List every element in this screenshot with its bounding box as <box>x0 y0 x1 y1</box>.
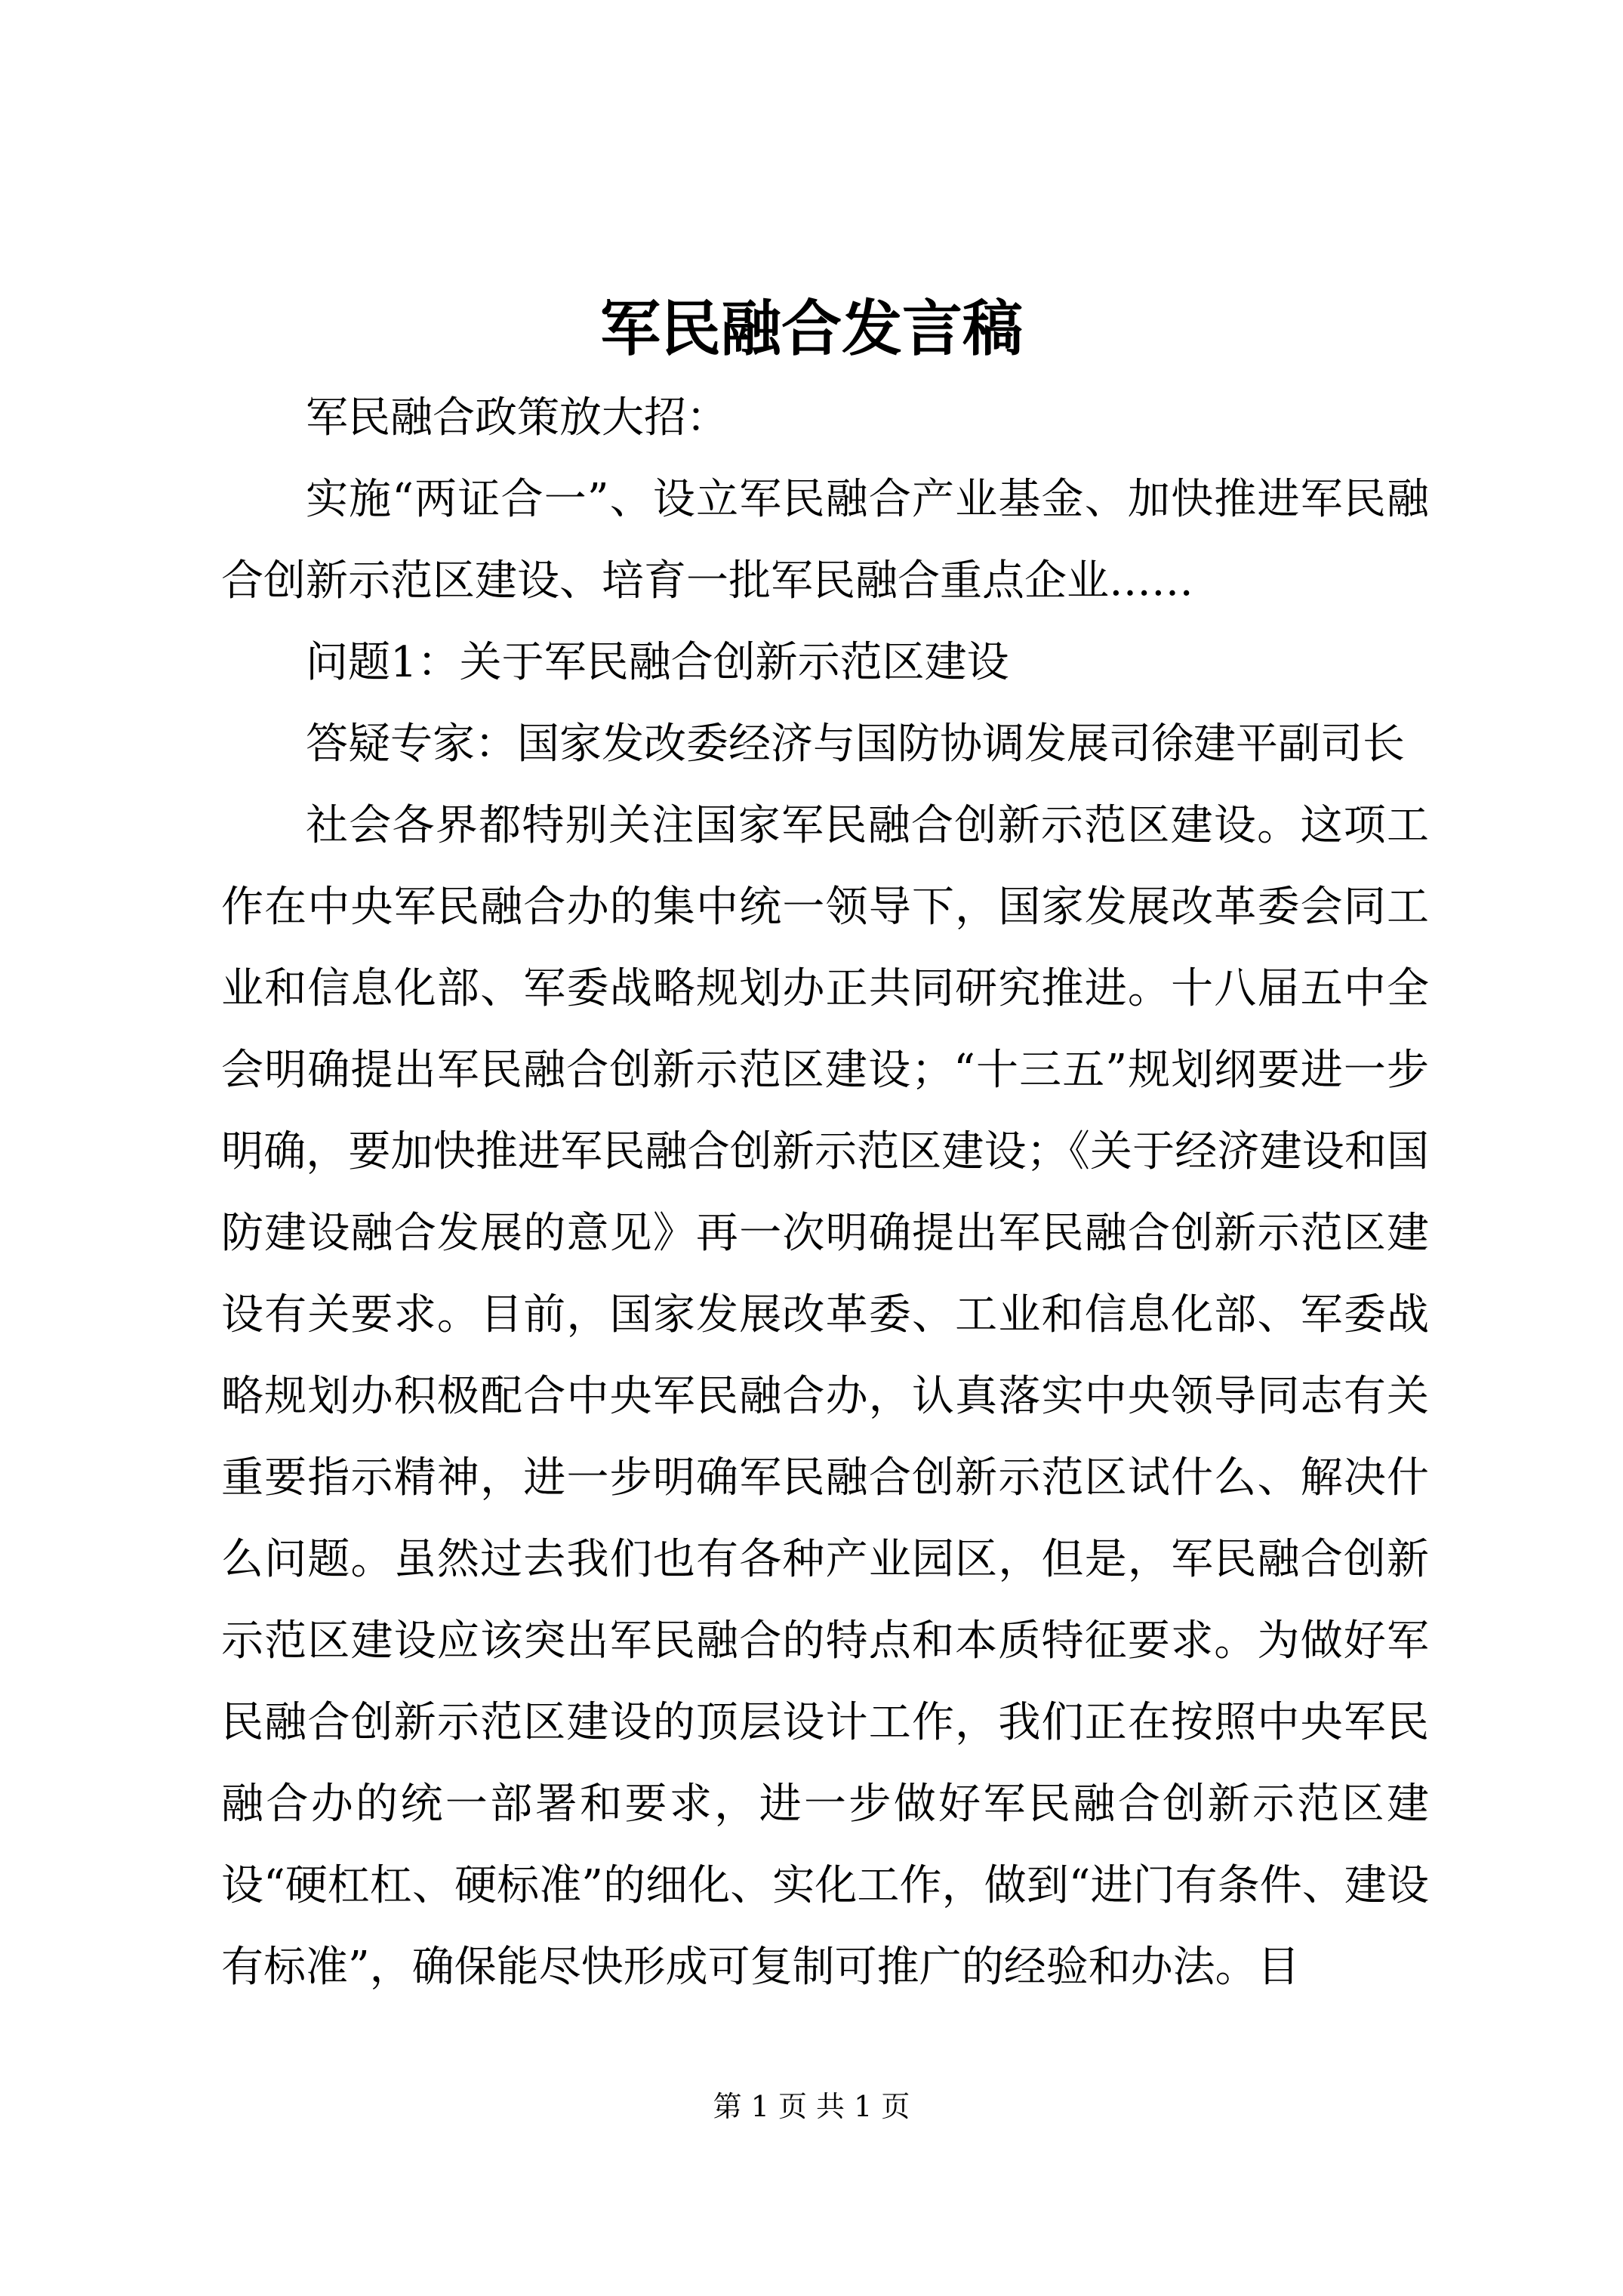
document-title: 军民融合发言稿 <box>600 293 1023 364</box>
page-footer: 第 1 页 共 1 页 <box>713 2090 910 2123</box>
paragraph-policy-intro: 军民融合政策放大招： <box>306 393 728 442</box>
paragraph-policy-list: 实施“两证合一”、设立军民融合产业基金、加快推进军民融合创新示范区建设、培育一批军民融合重点企业…… <box>221 475 1429 606</box>
paragraph-answer: 社会各界都特别关注国家军民融合创新示范区建设。这项工作在中央军民融合办的集中统一领导下，国家发展改革委会同工业和信息化部、军委战略规划办正共同研究推进。十八届五中全会明确提出军民融合创新示范区建设；“十三五”规划纲要进一步明确，要加快推进军民融合创新示范区建设；《关于经济建设和国防建设融合发展的意见》再一次明确提出军民融合创新示范区建设有关要求。目前，国家发展改革委、工业和信息化部、军委战略规划办积极配合中央军民融合办，认真落实中央领导同志有关重要指示精神，进一步明确军民融合创新示范区试什么、解决什么问题。虽然过去我们也有各种产业园区，但是，军民融合创新示范区建设应该突出军民融合的特点和本质特征要求。为做好军民融合创新示范区建设的顶层设计工作，我们正在按照中央军民融合办的统一部署和要求，进一步做好军民融合创新示范区建设“硬杠杠、硬标准”的细化、实化工作，做到“进门有条件、建设有标准”，确保能尽快形成可复制可推广的经验和办法。目 <box>221 801 1429 1992</box>
paragraph-expert: 答疑专家：国家发改委经济与国防协调发展司徐建平副司长 <box>306 720 1405 769</box>
document-body <box>221 378 1429 2008</box>
paragraph-question: 问题1：关于军民融合创新示范区建设 <box>306 638 1009 687</box>
